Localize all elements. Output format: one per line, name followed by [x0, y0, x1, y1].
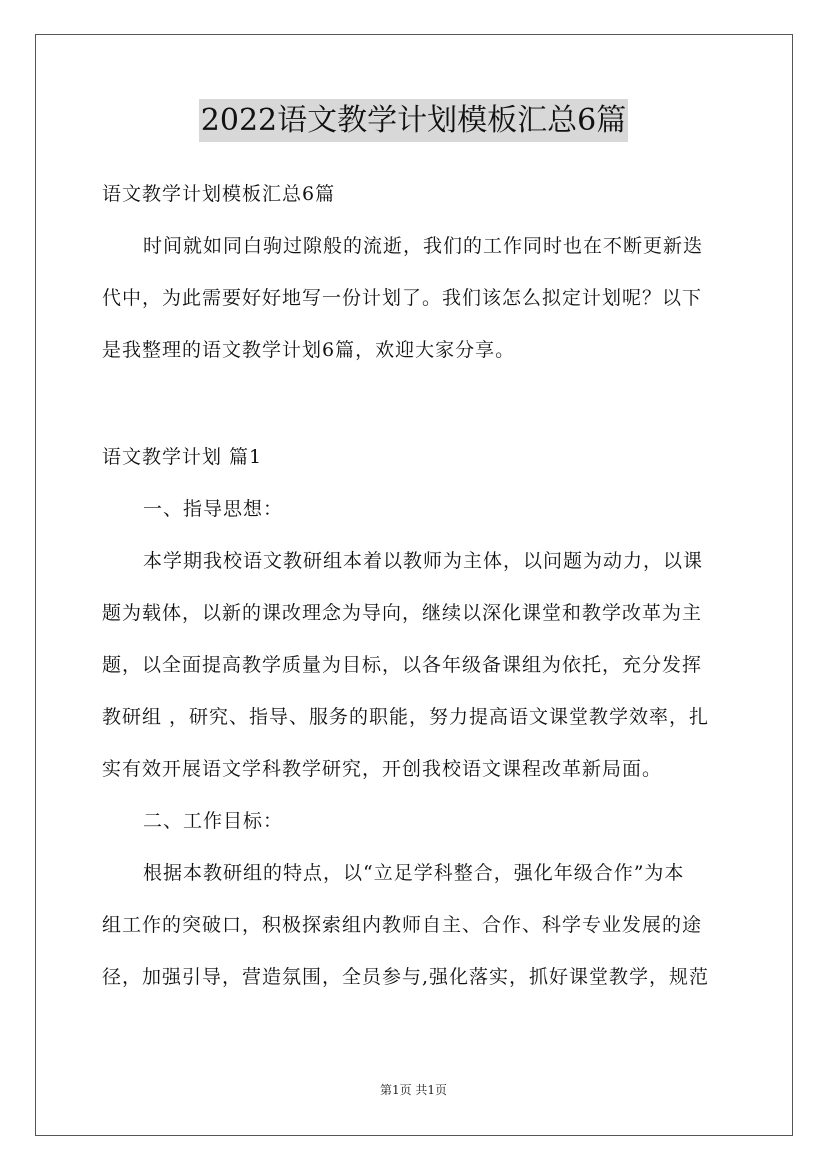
paragraph-gap	[102, 376, 725, 431]
document-subtitle: 语文教学计划模板汇总6篇	[102, 183, 336, 205]
intro-line: 时间就如同白驹过隙般的流逝，我们的工作同时也在不断更新迭	[143, 235, 704, 257]
body-line: 教研组 ，研究、指导、服务的职能，努力提高语文课堂教学效率，扎	[102, 706, 710, 728]
body-line: 组工作的突破口，积极探索组内教师自主、合作、科学专业发展的途	[102, 914, 703, 936]
intro-line: 是我整理的语文教学计划6篇，欢迎大家分享。	[102, 339, 516, 361]
section-heading: 语文教学计划 篇1	[102, 446, 263, 468]
document-body	[102, 168, 725, 1003]
body-line: 根据本教研组的特点，以“立足学科整合，强化年级合作”为本	[143, 862, 685, 884]
part-heading: 一、指导思想：	[143, 498, 284, 520]
body-line: 径，加强引导，营造氛围，全员参与,强化落实，抓好课堂教学，规范	[102, 966, 710, 988]
intro-line: 代中，为此需要好好地写一份计划了。我们该怎么拟定计划呢？以下	[102, 287, 703, 309]
body-line: 本学期我校语文教研组本着以教师为主体，以问题为动力，以课	[143, 550, 704, 572]
body-line: 题，以全面提高教学质量为目标，以各年级备课组为依托，充分发挥	[102, 654, 703, 676]
page-footer: 第1页 共1页	[379, 1083, 448, 1097]
body-line: 实有效开展语文学科教学研究，开创我校语文课程改革新局面。	[102, 758, 663, 780]
title-container	[0, 99, 827, 142]
part-heading: 二、工作目标：	[143, 810, 284, 832]
document-title: 2022语文教学计划模板汇总6篇	[199, 99, 628, 142]
body-line: 题为载体，以新的课改理念为导向，继续以深化课堂和教学改革为主	[102, 602, 703, 624]
